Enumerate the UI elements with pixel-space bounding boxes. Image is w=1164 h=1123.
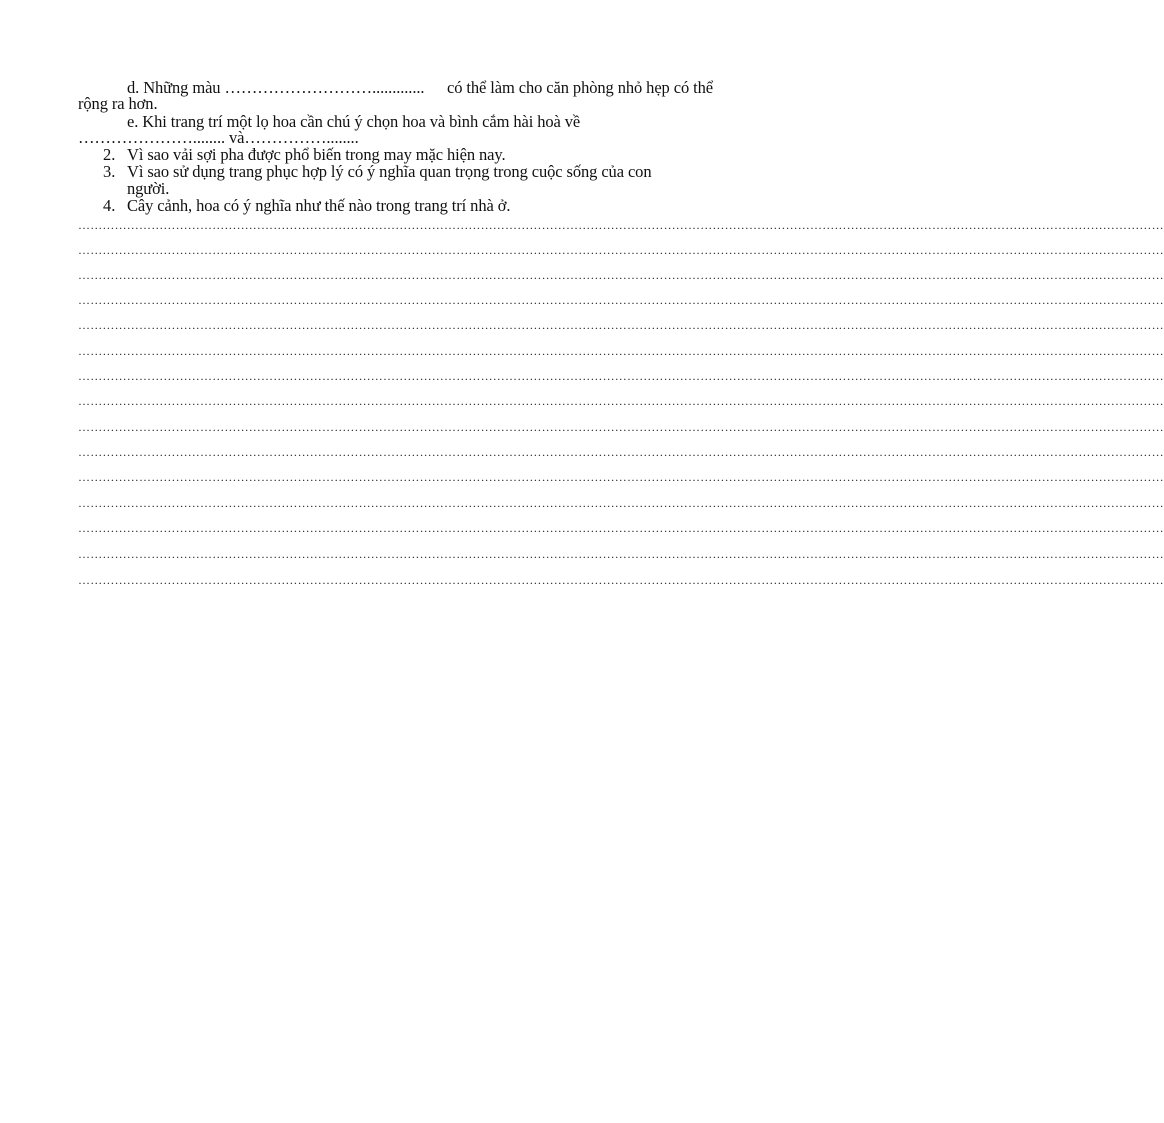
question-d-prompt-continued: có thể làm cho căn phòng nhỏ hẹp có thể	[447, 78, 713, 97]
answer-line: ……………………………………………………………………………………………………………………………………………………………………………………………………………………………………………	[78, 268, 1164, 282]
question-d-wrap: rộng ra hơn.	[78, 94, 158, 113]
answer-line: ……………………………………………………………………………………………………………………………………………………………………………………………………………………………………………	[78, 344, 1164, 358]
question-4-number: 4.	[103, 196, 116, 215]
answer-line: ……………………………………………………………………………………………………………………………………………………………………………………………………………………………………………	[78, 369, 1164, 383]
answer-line: ……………………………………………………………………………………………………………………………………………………………………………………………………………………………………………	[78, 547, 1164, 561]
question-e-blanks: …………………........ và……………........	[78, 128, 359, 147]
answer-line: ……………………………………………………………………………………………………………………………………………………………………………………………………………………………………………	[78, 470, 1164, 484]
question-3-wrap: người.	[127, 179, 170, 198]
answer-line: ……………………………………………………………………………………………………………………………………………………………………………………………………………………………………………	[78, 394, 1164, 408]
question-e-prompt: e. Khi trang trí một lọ hoa cần chú ý chọn hoa và bình cắm hài hoà về	[127, 112, 581, 131]
answer-line: ……………………………………………………………………………………………………………………………………………………………………………………………………………………………………………	[78, 496, 1164, 510]
answer-line: ……………………………………………………………………………………………………………………………………………………………………………………………………………………………………………	[78, 318, 1164, 332]
answer-line: ……………………………………………………………………………………………………………………………………………………………………………………………………………………………………………	[78, 420, 1164, 434]
answer-line: ……………………………………………………………………………………………………………………………………………………………………………………………………………………………………………	[78, 445, 1164, 459]
question-d-prompt: d. Những màu ……………………….............	[127, 78, 425, 97]
question-3-text: Vì sao sử dụng trang phục hợp lý có ý nghĩa quan trọng trong cuộc sống của con	[127, 162, 652, 181]
question-2-number: 2.	[103, 145, 116, 164]
question-2-text: Vì sao vải sợi pha được phổ biến trong may mặc hiện nay.	[127, 145, 506, 164]
answer-line: ……………………………………………………………………………………………………………………………………………………………………………………………………………………………………………	[78, 243, 1164, 257]
answer-line: ……………………………………………………………………………………………………………………………………………………………………………………………………………………………………………	[78, 218, 1164, 232]
question-4-text: Cây cảnh, hoa có ý nghĩa như thế nào trong trang trí nhà ở.	[127, 196, 511, 215]
answer-line: ……………………………………………………………………………………………………………………………………………………………………………………………………………………………………………	[78, 293, 1164, 307]
question-3-number: 3.	[103, 162, 116, 181]
answer-line: ……………………………………………………………………………………………………………………………………………………………………………………………………………………………………………	[78, 573, 1164, 587]
answer-line: ……………………………………………………………………………………………………………………………………………………………………………………………………………………………………………	[78, 521, 1164, 535]
